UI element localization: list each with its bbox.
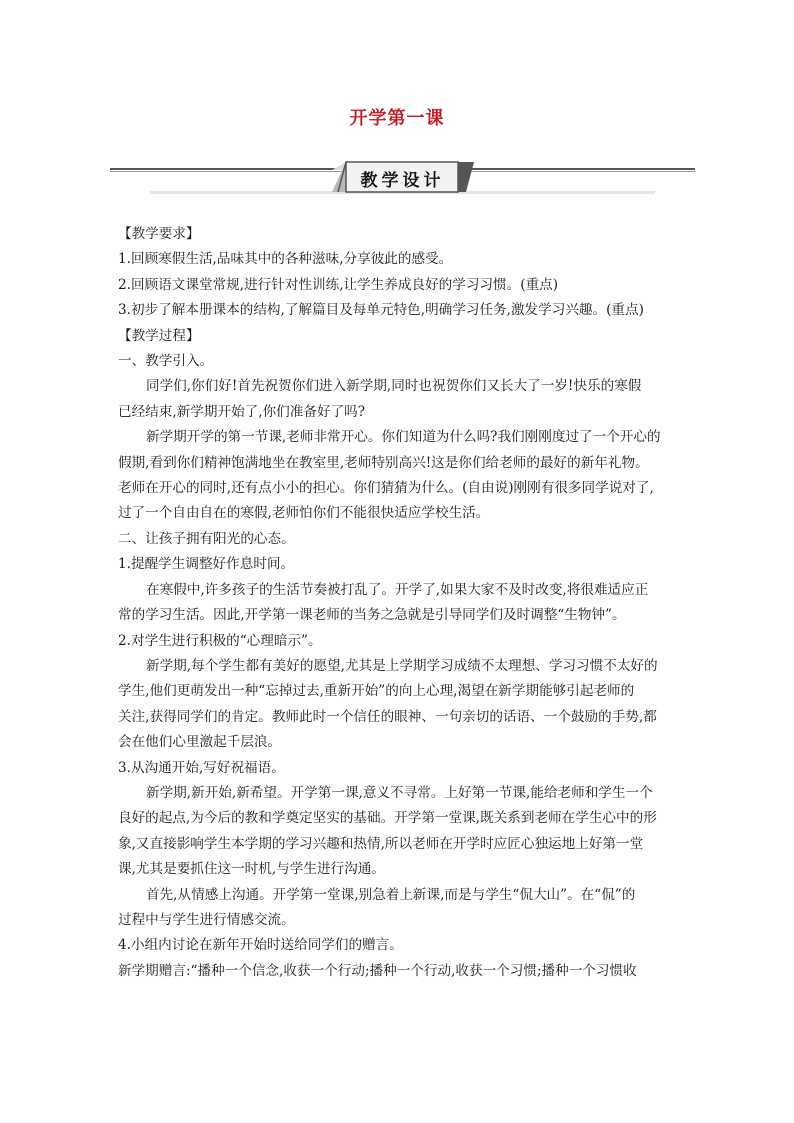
- text-line: 一、教学引入。: [118, 353, 214, 370]
- text-line: 新学期赠言:“播种一个信念,收获一个行动;播种一个行动,收获一个习惯;播种一个习惯收: [118, 962, 637, 979]
- text-line: 4.小组内讨论在新年开始时送给同学们的赠言。: [118, 937, 403, 954]
- text-line: 1.回顾寒假生活,品味其中的各种滋味,分享彼此的感受。: [118, 251, 453, 268]
- text-line: 过了一个自由自在的寒假,老师怕你们不能很快适应学校生活。: [118, 505, 490, 522]
- text-line: 1.提醒学生调整好作息时间。: [118, 556, 295, 573]
- text-line: 假期,看到你们精神饱满地坐在教室里,老师特别高兴!这是你们给老师的最好的新年礼物。: [118, 454, 649, 471]
- banner-title: 教学设计: [360, 171, 445, 191]
- text-line: 首先,从情感上沟通。开学第一堂课,别急着上新课,而是与学生“侃大山”。在“侃”的: [146, 886, 636, 903]
- text-line: 新学期开学的第一节课,老师非常开心。你们知道为什么吗?我们刚刚度过了一个开心的: [146, 429, 661, 446]
- section-banner: [110, 160, 695, 196]
- text-line: 新学期,新开始,新希望。开学第一课,意义不寻常。上好第一节课,能给老师和学生一个: [146, 784, 653, 801]
- text-line: 2.回顾语文课堂常规,进行针对性训练,让学生养成良好的学习习惯。(重点): [118, 276, 559, 293]
- document-body: [118, 222, 678, 984]
- text-line: 3.从沟通开始,写好祝福语。: [118, 759, 285, 776]
- text-line: 新学期,每个学生都有美好的愿望,尤其是上学期学习成绩不太理想、学习习惯不太好的: [146, 657, 658, 674]
- text-line: 同学们,你们好!首先祝贺你们进入新学期,同时也祝贺你们又长大了一岁!快乐的寒假: [146, 378, 642, 395]
- text-line: 老师在开心的同时,还有点小小的担心。你们猜猜为什么。(自由说)刚刚有很多同学说对了,: [118, 480, 654, 497]
- text-line: 会在他们心里激起千层浪。: [118, 734, 282, 751]
- text-line: 二、让孩子拥有阳光的心态。: [118, 530, 295, 547]
- text-line: 良好的起点,为今后的教和学奠定坚实的基础。开学第一堂课,既关系到老师在学生心中的形: [118, 810, 657, 827]
- text-line: 【教学过程】: [118, 327, 200, 344]
- document-title: 开学第一课: [349, 108, 445, 129]
- text-line: 3.初步了解本册课本的结构,了解篇目及每单元特色,明确学习任务,激发学习兴趣。(重点): [118, 302, 644, 319]
- text-line: 课,尤其是要抓住这一时机,与学生进行沟通。: [118, 861, 385, 878]
- text-line: 在寒假中,许多孩子的生活节奏被打乱了。开学了,如果大家不及时改变,将很难适应正: [146, 581, 649, 598]
- text-line: 过程中与学生进行情感交流。: [118, 911, 295, 928]
- text-line: 已经结束,新学期开始了,你们准备好了吗?: [118, 403, 366, 420]
- text-line: 象,又直接影响学生本学期的学习兴趣和热情,所以老师在开学时应匠心独运地上好第一堂: [118, 835, 644, 852]
- text-line: 【教学要求】: [118, 226, 200, 242]
- text-line: 常的学习生活。因此,开学第一课老师的当务之急就是引导同学们及时调整“生物钟”。: [118, 607, 626, 624]
- text-line: 关注,获得同学们的肯定。教师此时一个信任的眼神、一句亲切的话语、一个鼓励的手势,都: [118, 708, 657, 725]
- text-line: 2.对学生进行积极的“心理暗示”。: [118, 632, 322, 649]
- text-line: 学生,他们更萌发出一种“忘掉过去,重新开始”的向上心理,渴望在新学期能够引起老师的: [118, 683, 635, 700]
